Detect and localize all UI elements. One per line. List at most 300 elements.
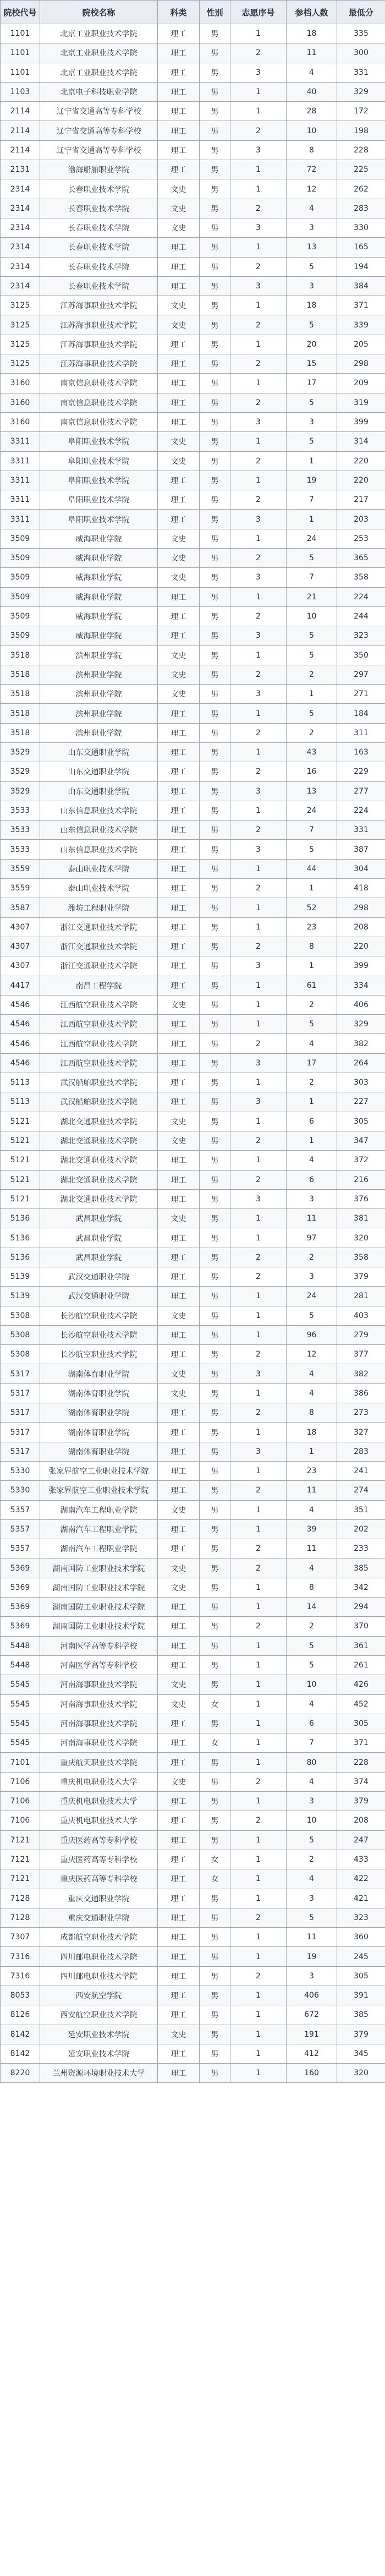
preference-order-cell: 1	[230, 1655, 287, 1675]
filed-count-cell: 191	[287, 2025, 337, 2044]
lowest-score-cell: 262	[337, 179, 385, 199]
table-row	[1, 1733, 385, 1753]
preference-order-cell: 3	[230, 626, 287, 646]
table-row	[1, 82, 385, 101]
filed-count-cell: 4	[287, 1151, 337, 1170]
gender-cell: 男	[200, 1345, 230, 1364]
school-name-cell: 四川邮电职业技术学院	[40, 1966, 158, 1986]
school-code-cell: 3529	[1, 742, 40, 762]
table-row	[1, 1928, 385, 1947]
subject-category-cell: 理工	[158, 1792, 200, 1811]
table-row	[1, 1383, 385, 1403]
school-name-cell: 湖南体育职业学院	[40, 1364, 158, 1383]
gender-cell: 男	[200, 82, 230, 101]
school-code-cell: 4307	[1, 917, 40, 937]
school-code-cell: 5121	[1, 1151, 40, 1170]
lowest-score-cell: 329	[337, 82, 385, 101]
lowest-score-cell: 339	[337, 315, 385, 335]
table-row	[1, 1112, 385, 1131]
gender-cell: 男	[200, 2025, 230, 2044]
school-code-cell: 4546	[1, 1015, 40, 1034]
lowest-score-cell: 372	[337, 1151, 385, 1170]
filed-count-cell: 8	[287, 1578, 337, 1597]
preference-order-cell: 2	[230, 1248, 287, 1267]
school-name-cell: 长沙航空职业技术学院	[40, 1325, 158, 1344]
gender-cell: 男	[200, 1073, 230, 1092]
preference-order-cell: 1	[230, 1423, 287, 1442]
lowest-score-cell: 227	[337, 1092, 385, 1112]
lowest-score-cell: 379	[337, 1267, 385, 1287]
preference-order-cell: 1	[230, 1461, 287, 1480]
table-row	[1, 917, 385, 937]
gender-cell: 女	[200, 1850, 230, 1869]
filed-count-cell: 4	[287, 63, 337, 82]
filed-count-cell: 5	[287, 1830, 337, 1850]
gender-cell: 男	[200, 879, 230, 898]
subject-category-cell: 理工	[158, 1287, 200, 1306]
school-name-cell: 山东交通职业学院	[40, 762, 158, 781]
preference-order-cell: 1	[230, 898, 287, 917]
school-code-cell: 3311	[1, 510, 40, 529]
subject-category-cell: 理工	[158, 1481, 200, 1500]
gender-cell: 男	[200, 1811, 230, 1830]
lowest-score-cell: 329	[337, 1015, 385, 1034]
filed-count-cell: 3	[287, 218, 337, 237]
subject-category-cell: 文史	[158, 568, 200, 587]
filed-count-cell: 11	[287, 43, 337, 63]
school-name-cell: 阜阳职业技术学院	[40, 451, 158, 471]
school-code-cell: 2314	[1, 179, 40, 199]
school-name-cell: 山东交通职业学院	[40, 781, 158, 801]
filed-count-cell: 2	[287, 1850, 337, 1869]
school-code-cell: 5545	[1, 1675, 40, 1694]
subject-category-cell: 理工	[158, 1966, 200, 1986]
table-row	[1, 1034, 385, 1053]
school-code-cell: 5121	[1, 1189, 40, 1208]
table-row	[1, 1248, 385, 1267]
preference-order-cell: 1	[230, 742, 287, 762]
school-code-cell: 5136	[1, 1248, 40, 1267]
school-code-cell: 3311	[1, 490, 40, 510]
lowest-score-cell: 208	[337, 917, 385, 937]
lowest-score-cell: 452	[337, 1694, 385, 1714]
preference-order-cell: 2	[230, 937, 287, 956]
table-row	[1, 762, 385, 781]
preference-order-cell: 2	[230, 1811, 287, 1830]
gender-cell: 男	[200, 859, 230, 878]
subject-category-cell: 理工	[158, 1908, 200, 1927]
filed-count-cell: 8	[287, 1403, 337, 1423]
school-code-cell: 3125	[1, 335, 40, 354]
filed-count-cell: 19	[287, 1947, 337, 1966]
gender-cell: 男	[200, 1209, 230, 1228]
school-code-cell: 4546	[1, 1053, 40, 1073]
preference-order-cell: 3	[230, 1092, 287, 1112]
filed-count-cell: 5	[287, 1908, 337, 1927]
lowest-score-cell: 399	[337, 412, 385, 431]
filed-count-cell: 15	[287, 354, 337, 374]
subject-category-cell: 文史	[158, 199, 200, 218]
school-name-cell: 湖南国防工业职业技术学院	[40, 1617, 158, 1636]
school-name-cell: 重庆航天职业技术学院	[40, 1753, 158, 1772]
table-row	[1, 1267, 385, 1287]
school-code-cell: 3533	[1, 840, 40, 859]
gender-cell: 男	[200, 140, 230, 160]
school-name-cell: 山东信息职业技术学院	[40, 840, 158, 859]
subject-category-cell: 理工	[158, 1733, 200, 1753]
subject-category-cell: 理工	[158, 859, 200, 878]
lowest-score-cell: 305	[337, 1714, 385, 1733]
subject-category-cell: 理工	[158, 2005, 200, 2025]
subject-category-cell: 理工	[158, 393, 200, 412]
school-code-cell: 3160	[1, 412, 40, 431]
gender-cell: 男	[200, 1423, 230, 1442]
filed-count-cell: 6	[287, 1714, 337, 1733]
school-code-cell: 3509	[1, 626, 40, 646]
subject-category-cell: 理工	[158, 1151, 200, 1170]
filed-count-cell: 14	[287, 1598, 337, 1617]
subject-category-cell: 文史	[158, 1558, 200, 1578]
table-row	[1, 257, 385, 276]
filed-count-cell: 4	[287, 1500, 337, 1519]
table-row	[1, 2025, 385, 2044]
school-code-cell: 5113	[1, 1073, 40, 1092]
table-row	[1, 937, 385, 956]
preference-order-cell: 2	[230, 606, 287, 626]
table-row	[1, 568, 385, 587]
table-row	[1, 1558, 385, 1578]
subject-category-cell: 理工	[158, 335, 200, 354]
lowest-score-cell: 244	[337, 606, 385, 626]
school-name-cell: 湖北交通职业技术学院	[40, 1151, 158, 1170]
school-code-cell: 2314	[1, 276, 40, 296]
table-row	[1, 704, 385, 723]
filed-count-cell: 4	[287, 1558, 337, 1578]
school-name-cell: 南京信息职业技术学院	[40, 374, 158, 393]
preference-order-cell: 1	[230, 801, 287, 820]
subject-category-cell: 理工	[158, 2044, 200, 2063]
table-row	[1, 1986, 385, 2005]
subject-category-cell: 文史	[158, 995, 200, 1014]
gender-cell: 男	[200, 976, 230, 995]
school-name-cell: 湖南国防工业职业技术学院	[40, 1598, 158, 1617]
subject-category-cell: 理工	[158, 1189, 200, 1208]
gender-cell: 女	[200, 1694, 230, 1714]
school-code-cell: 5357	[1, 1539, 40, 1558]
table-row	[1, 1423, 385, 1442]
table-row	[1, 1170, 385, 1189]
subject-category-cell: 文史	[158, 2025, 200, 2044]
gender-cell: 男	[200, 1403, 230, 1423]
subject-category-cell: 理工	[158, 1928, 200, 1947]
gender-cell: 男	[200, 1675, 230, 1694]
lowest-score-cell: 330	[337, 218, 385, 237]
lowest-score-cell: 224	[337, 587, 385, 606]
gender-cell: 男	[200, 354, 230, 374]
preference-order-cell: 2	[230, 43, 287, 63]
subject-category-cell: 文史	[158, 451, 200, 471]
subject-category-cell: 理工	[158, 937, 200, 956]
lowest-score-cell: 399	[337, 956, 385, 976]
preference-order-cell: 3	[230, 1053, 287, 1073]
table-row	[1, 1151, 385, 1170]
preference-order-cell: 1	[230, 1287, 287, 1306]
filed-count-cell: 16	[287, 762, 337, 781]
school-code-cell: 8142	[1, 2025, 40, 2044]
preference-order-cell: 2	[230, 665, 287, 684]
gender-cell: 女	[200, 1869, 230, 1889]
school-name-cell: 延安职业技术学院	[40, 2025, 158, 2044]
school-code-cell: 5317	[1, 1442, 40, 1461]
preference-order-cell: 3	[230, 276, 287, 296]
gender-cell: 男	[200, 1287, 230, 1306]
gender-cell: 男	[200, 63, 230, 82]
gender-cell: 男	[200, 160, 230, 179]
preference-order-cell: 2	[230, 199, 287, 218]
table-row	[1, 606, 385, 626]
table-row	[1, 1908, 385, 1927]
preference-order-cell: 1	[230, 335, 287, 354]
lowest-score-cell: 163	[337, 742, 385, 762]
preference-order-cell: 2	[230, 1539, 287, 1558]
preference-order-cell: 1	[230, 1073, 287, 1092]
lowest-score-cell: 379	[337, 2025, 385, 2044]
gender-cell: 男	[200, 471, 230, 490]
gender-cell: 男	[200, 685, 230, 704]
gender-cell: 男	[200, 1714, 230, 1733]
gender-cell: 男	[200, 1170, 230, 1189]
subject-category-cell: 理工	[158, 879, 200, 898]
school-code-cell: 3509	[1, 587, 40, 606]
table-row	[1, 140, 385, 160]
table-row	[1, 412, 385, 431]
preference-order-cell: 1	[230, 1928, 287, 1947]
lowest-score-cell: 331	[337, 821, 385, 840]
lowest-score-cell: 386	[337, 1383, 385, 1403]
subject-category-cell: 文史	[158, 1209, 200, 1228]
school-code-cell: 3533	[1, 821, 40, 840]
table-row	[1, 2005, 385, 2025]
table-row	[1, 1539, 385, 1558]
school-name-cell: 长沙航空职业技术学院	[40, 1345, 158, 1364]
filed-count-cell: 24	[287, 801, 337, 820]
subject-category-cell: 理工	[158, 956, 200, 976]
filed-count-cell: 61	[287, 976, 337, 995]
lowest-score-cell: 220	[337, 451, 385, 471]
school-code-cell: 3518	[1, 685, 40, 704]
preference-order-cell: 2	[230, 1403, 287, 1423]
preference-order-cell: 3	[230, 140, 287, 160]
school-name-cell: 滨州职业学院	[40, 704, 158, 723]
school-code-cell: 7128	[1, 1889, 40, 1908]
school-code-cell: 7121	[1, 1850, 40, 1869]
gender-cell: 男	[200, 898, 230, 917]
gender-cell: 男	[200, 568, 230, 587]
table-row	[1, 995, 385, 1014]
lowest-score-cell: 283	[337, 199, 385, 218]
lowest-score-cell: 203	[337, 510, 385, 529]
lowest-score-cell: 198	[337, 121, 385, 140]
lowest-score-cell: 360	[337, 1928, 385, 1947]
filed-count-cell: 4	[287, 1034, 337, 1053]
filed-count-cell: 10	[287, 121, 337, 140]
filed-count-cell: 5	[287, 1306, 337, 1325]
school-name-cell: 山东信息职业技术学院	[40, 801, 158, 820]
subject-category-cell: 理工	[158, 1617, 200, 1636]
gender-cell: 男	[200, 1364, 230, 1383]
school-name-cell: 湖北交通职业技术学院	[40, 1131, 158, 1150]
gender-cell: 男	[200, 937, 230, 956]
table-row	[1, 1306, 385, 1325]
school-name-cell: 武昌职业学院	[40, 1248, 158, 1267]
gender-cell: 男	[200, 412, 230, 431]
filed-count-cell: 4	[287, 1694, 337, 1714]
filed-count-cell: 4	[287, 1383, 337, 1403]
filed-count-cell: 5	[287, 626, 337, 646]
preference-order-cell: 3	[230, 568, 287, 587]
preference-order-cell: 1	[230, 1151, 287, 1170]
filed-count-cell: 13	[287, 781, 337, 801]
lowest-score-cell: 381	[337, 1209, 385, 1228]
table-row	[1, 276, 385, 296]
preference-order-cell: 1	[230, 238, 287, 257]
preference-order-cell: 2	[230, 1908, 287, 1927]
subject-category-cell: 理工	[158, 471, 200, 490]
table-row	[1, 1287, 385, 1306]
school-code-cell: 8142	[1, 2044, 40, 2063]
preference-order-cell: 1	[230, 1519, 287, 1539]
table-row	[1, 218, 385, 237]
gender-cell: 男	[200, 606, 230, 626]
school-name-cell: 江苏海事职业技术学院	[40, 354, 158, 374]
filed-count-cell: 406	[287, 1986, 337, 2005]
school-name-cell: 长春职业技术学院	[40, 276, 158, 296]
filed-count-cell: 7	[287, 568, 337, 587]
lowest-score-cell: 217	[337, 490, 385, 510]
school-name-cell: 重庆医药高等专科学校	[40, 1830, 158, 1850]
subject-category-cell: 理工	[158, 354, 200, 374]
lowest-score-cell: 220	[337, 471, 385, 490]
school-code-cell: 3311	[1, 451, 40, 471]
preference-order-cell: 2	[230, 354, 287, 374]
school-name-cell: 浙江交通职业技术学院	[40, 917, 158, 937]
subject-category-cell: 理工	[158, 43, 200, 63]
school-code-cell: 1101	[1, 63, 40, 82]
preference-order-cell: 2	[230, 1966, 287, 1986]
preference-order-cell: 3	[230, 63, 287, 82]
school-name-cell: 北京工业职业技术学院	[40, 24, 158, 43]
table-row	[1, 1947, 385, 1966]
school-name-cell: 武昌职业学院	[40, 1228, 158, 1248]
gender-cell: 男	[200, 1908, 230, 1927]
school-name-cell: 浙江交通职业技术学院	[40, 956, 158, 976]
gender-cell: 男	[200, 1228, 230, 1248]
table-row	[1, 1209, 385, 1228]
preference-order-cell: 2	[230, 723, 287, 742]
gender-cell: 男	[200, 1015, 230, 1034]
gender-cell: 男	[200, 1092, 230, 1112]
school-name-cell: 湖北交通职业技术学院	[40, 1170, 158, 1189]
preference-order-cell: 2	[230, 762, 287, 781]
subject-category-cell: 理工	[158, 1073, 200, 1092]
filed-count-cell: 17	[287, 374, 337, 393]
lowest-score-cell: 335	[337, 24, 385, 43]
gender-cell: 男	[200, 646, 230, 665]
school-name-cell: 长春职业技术学院	[40, 199, 158, 218]
school-code-cell: 3160	[1, 393, 40, 412]
filed-count-cell: 72	[287, 160, 337, 179]
lowest-score-cell: 358	[337, 1248, 385, 1267]
lowest-score-cell: 347	[337, 1131, 385, 1150]
lowest-score-cell: 320	[337, 2064, 385, 2083]
table-row	[1, 2064, 385, 2083]
gender-cell: 男	[200, 1636, 230, 1655]
table-row	[1, 1403, 385, 1423]
filed-count-cell: 2	[287, 995, 337, 1014]
school-code-cell: 4417	[1, 976, 40, 995]
school-code-cell: 3311	[1, 432, 40, 451]
filed-count-cell: 160	[287, 2064, 337, 2083]
table-row	[1, 1442, 385, 1461]
lowest-score-cell: 271	[337, 685, 385, 704]
gender-cell: 男	[200, 451, 230, 471]
filed-count-cell: 11	[287, 1539, 337, 1558]
subject-category-cell: 理工	[158, 1869, 200, 1889]
table-row	[1, 879, 385, 898]
filed-count-cell: 80	[287, 1753, 337, 1772]
gender-cell: 男	[200, 762, 230, 781]
filed-count-cell: 5	[287, 646, 337, 665]
school-name-cell: 重庆医药高等专科学校	[40, 1850, 158, 1869]
subject-category-cell: 理工	[158, 257, 200, 276]
subject-category-cell: 文史	[158, 1306, 200, 1325]
header-school-name: 院校名称	[40, 1, 158, 24]
school-code-cell: 3518	[1, 665, 40, 684]
school-code-cell: 5121	[1, 1112, 40, 1131]
school-name-cell: 滨州职业学院	[40, 646, 158, 665]
subject-category-cell: 文史	[158, 218, 200, 237]
school-name-cell: 辽宁省交通高等专科学校	[40, 121, 158, 140]
school-code-cell: 3125	[1, 315, 40, 335]
table-row	[1, 1481, 385, 1500]
lowest-score-cell: 387	[337, 840, 385, 859]
table-row	[1, 1598, 385, 1617]
lowest-score-cell: 421	[337, 1889, 385, 1908]
preference-order-cell: 1	[230, 374, 287, 393]
filed-count-cell: 3	[287, 1889, 337, 1908]
school-code-cell: 2314	[1, 218, 40, 237]
school-code-cell: 5369	[1, 1578, 40, 1597]
preference-order-cell: 2	[230, 1034, 287, 1053]
school-code-cell: 5139	[1, 1267, 40, 1287]
lowest-score-cell: 224	[337, 801, 385, 820]
table-row	[1, 1345, 385, 1364]
filed-count-cell: 4	[287, 1869, 337, 1889]
preference-order-cell: 1	[230, 179, 287, 199]
lowest-score-cell: 365	[337, 549, 385, 568]
subject-category-cell: 理工	[158, 510, 200, 529]
subject-category-cell: 理工	[158, 1325, 200, 1344]
lowest-score-cell: 376	[337, 1189, 385, 1208]
table-row	[1, 315, 385, 335]
preference-order-cell: 2	[230, 451, 287, 471]
school-code-cell: 5121	[1, 1131, 40, 1150]
school-code-cell: 5448	[1, 1655, 40, 1675]
preference-order-cell: 1	[230, 1112, 287, 1131]
subject-category-cell: 理工	[158, 704, 200, 723]
school-code-cell: 4307	[1, 956, 40, 976]
school-name-cell: 重庆机电职业技术大学	[40, 1772, 158, 1791]
